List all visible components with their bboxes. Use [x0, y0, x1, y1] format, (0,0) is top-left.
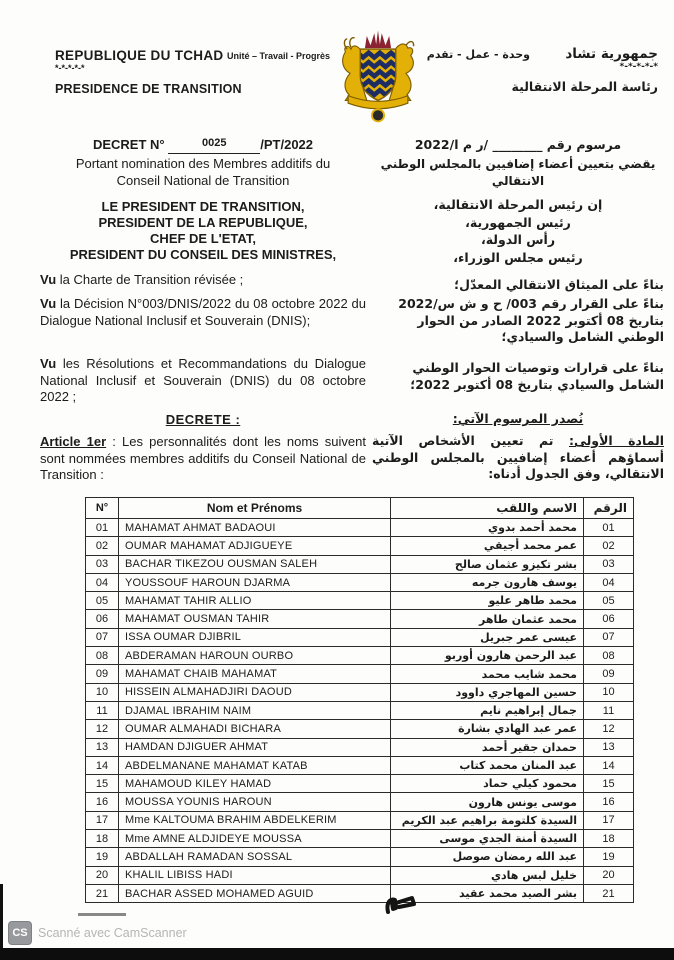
column-header-name-ar: الاسم واللقب	[391, 498, 584, 519]
cell-number-ar: 21	[584, 884, 634, 902]
article-1-fr	[40, 434, 366, 484]
cell-number-fr: 08	[86, 647, 119, 665]
presidency-title-ar: رئاسة المرحلة الانتقالية	[511, 79, 658, 94]
cell-number-ar: 06	[584, 610, 634, 628]
cell-number-ar: 19	[584, 848, 634, 866]
cell-name-ar: حمدان جقير أحمد	[391, 738, 584, 756]
table-header-row	[86, 498, 634, 519]
cell-name-ar: بشر الصيد محمد عقيد	[391, 884, 584, 902]
cell-number-ar: 20	[584, 866, 634, 884]
visa-clause-fr-1	[40, 272, 366, 289]
cell-name-ar: محمد طاهر عليو	[391, 592, 584, 610]
cell-name-ar: بشر تكيزو عثمان صالح	[391, 555, 584, 573]
table-row	[86, 555, 634, 573]
cell-name-ar: عبد الرحمن هارون أوربو	[391, 647, 584, 665]
cell-name-fr: OUMAR ALMAHADI BICHARA	[119, 720, 391, 738]
cell-number-ar: 01	[584, 519, 634, 537]
visa-lead: Vu	[40, 356, 57, 371]
table-row	[86, 573, 634, 591]
article-text-ar: تم تعيين الأشخاص الآتية أسماؤهم أعضاء إضافيين بالمجلس الوطني الانتقالي، وفق الجدول أدناه:	[372, 433, 664, 481]
cell-number-fr: 17	[86, 811, 119, 829]
column-header-name-fr: Nom et Prénoms	[119, 498, 391, 519]
president-titles-fr	[40, 199, 366, 263]
republic-title-fr: REPUBLIQUE DU TCHAD	[55, 48, 224, 63]
visa-lead: Vu	[40, 272, 57, 287]
table-row	[86, 793, 634, 811]
cell-name-fr: OUMAR MAHAMAT ADJIGUEYE	[119, 537, 391, 555]
title-line: CHEF DE L'ETAT,	[150, 231, 256, 246]
cell-number-fr: 03	[86, 555, 119, 573]
cell-name-ar: عبد الله رمضان صوصل	[391, 848, 584, 866]
visa-text: la Décision N°003/DNIS/2022 du 08 octobre 2022 du Dialogue National Inclusif et Souverain (DNIS);	[40, 296, 366, 328]
cell-number-fr: 16	[86, 793, 119, 811]
decree-number-line	[40, 135, 366, 154]
title-line-ar: رئيس مجلس الوزراء،	[453, 249, 583, 265]
table-row	[86, 665, 634, 683]
table-row	[86, 537, 634, 555]
table-row	[86, 720, 634, 738]
decree-subject-ar: يقضي بتعيين أعضاء إضافيين بالمجلس الوطني الانتقالي	[380, 157, 656, 188]
visa-lead: Vu	[40, 296, 57, 311]
visa-clause-ar-1: بناءً على الميثاق الانتقالي المعدّل؛	[454, 277, 664, 292]
cell-number-ar: 14	[584, 756, 634, 774]
decree-number-suffix: /PT/2022	[260, 137, 314, 152]
ink-signature-mark	[385, 892, 423, 923]
cell-number-ar: 03	[584, 555, 634, 573]
cell-number-fr: 07	[86, 628, 119, 646]
cell-number-ar: 17	[584, 811, 634, 829]
cell-name-ar: عمر محمد أجيقي	[391, 537, 584, 555]
cell-name-fr: MAHAMOUD KILEY HAMAD	[119, 775, 391, 793]
cell-number-fr: 09	[86, 665, 119, 683]
table-row	[86, 647, 634, 665]
decrete-heading-ar: نُصدر المرسوم الآتي:	[452, 411, 584, 426]
cell-number-ar: 15	[584, 775, 634, 793]
table-row	[86, 866, 634, 884]
cell-name-ar: عمر عبد الهادي بشارة	[391, 720, 584, 738]
cell-number-fr: 12	[86, 720, 119, 738]
cell-number-fr: 21	[86, 884, 119, 902]
cell-name-ar: السيدة كلتومة براهيم عبد الكريم	[391, 811, 584, 829]
scan-smudge	[78, 913, 126, 916]
cell-name-ar: يوسف هارون جرمه	[391, 573, 584, 591]
cell-name-ar: محمد شايب محمد	[391, 665, 584, 683]
decrete-heading-fr: DECRETE :	[165, 412, 241, 427]
cell-number-ar: 02	[584, 537, 634, 555]
title-line: PRESIDENT DU CONSEIL DES MINISTRES,	[69, 247, 337, 262]
motto-ar: وحدة - عمل - تقدم	[426, 48, 530, 61]
header-arabic	[408, 46, 658, 94]
column-header-number-ar: الرقم	[584, 498, 634, 519]
visa-clause-fr-2	[40, 296, 366, 329]
cell-name-fr: BACHAR TIKEZOU OUSMAN SALEH	[119, 555, 391, 573]
cell-number-fr: 04	[86, 573, 119, 591]
cell-number-ar: 11	[584, 701, 634, 719]
article-lead-ar: المادة الأولى:	[568, 433, 664, 448]
scan-edge-artifact	[0, 884, 3, 948]
table-row	[86, 830, 634, 848]
cell-number-ar: 10	[584, 683, 634, 701]
cell-name-fr: DJAMAL IBRAHIM NAIM	[119, 701, 391, 719]
presidency-title-fr: PRESIDENCE DE TRANSITION	[55, 82, 242, 96]
cell-number-fr: 15	[86, 775, 119, 793]
camscanner-watermark	[8, 922, 187, 944]
decree-number-handwritten: 0025	[168, 135, 260, 154]
president-titles-ar	[372, 196, 664, 266]
visa-clause-fr-3	[40, 356, 366, 406]
column-header-number-fr: N°	[86, 498, 119, 519]
cell-number-fr: 19	[86, 848, 119, 866]
camscanner-icon: CS	[8, 921, 32, 945]
cell-name-fr: YOUSSOUF HAROUN DJARMA	[119, 573, 391, 591]
cell-number-ar: 08	[584, 647, 634, 665]
separator-stars-fr: *-*-*-*-*	[55, 63, 85, 73]
cell-name-fr: KHALIL LIBISS HADI	[119, 866, 391, 884]
table-row	[86, 811, 634, 829]
members-table-body	[86, 519, 634, 903]
cell-name-fr: HAMDAN DJIGUER AHMAT	[119, 738, 391, 756]
cell-name-fr: Mme KALTOUMA BRAHIM ABDELKERIM	[119, 811, 391, 829]
header-french	[55, 48, 331, 96]
cell-name-ar: السيدة أمنة الجدي موسى	[391, 830, 584, 848]
title-line-ar: رأس الدولة،	[480, 232, 556, 247]
cell-name-fr: ISSA OUMAR DJIBRIL	[119, 628, 391, 646]
cell-number-ar: 13	[584, 738, 634, 756]
cell-number-fr: 14	[86, 756, 119, 774]
title-line: LE PRESIDENT DE TRANSITION,	[101, 199, 305, 214]
cell-name-fr: MAHAMAT TAHIR ALLIO	[119, 592, 391, 610]
republic-title-ar: جمهورية تشاد	[565, 46, 658, 62]
table-row	[86, 683, 634, 701]
cell-name-ar: موسى يونس هارون	[391, 793, 584, 811]
cell-number-fr: 05	[86, 592, 119, 610]
table-row	[86, 756, 634, 774]
cell-number-fr: 02	[86, 537, 119, 555]
table-row	[86, 610, 634, 628]
cell-number-ar: 16	[584, 793, 634, 811]
members-table	[85, 497, 634, 903]
cell-number-ar: 18	[584, 830, 634, 848]
article-lead-fr: Article 1er	[40, 434, 107, 449]
cell-number-ar: 05	[584, 592, 634, 610]
cell-number-fr: 18	[86, 830, 119, 848]
decree-number-line-ar: مرسوم رقم ________ /ر م ا/2022	[414, 137, 622, 152]
cell-name-ar: محمد عثمان طاهر	[391, 610, 584, 628]
cell-number-fr: 20	[86, 866, 119, 884]
scan-bottom-strip	[0, 948, 674, 960]
table-row	[86, 592, 634, 610]
cell-name-fr: ABDALLAH RAMADAN SOSSAL	[119, 848, 391, 866]
cell-name-ar: محمد أحمد بدوي	[391, 519, 584, 537]
cell-name-fr: MAHAMAT AHMAT BADAOUI	[119, 519, 391, 537]
decree-subject-fr	[40, 156, 366, 189]
table-row	[86, 628, 634, 646]
cell-name-fr: MOUSSA YOUNIS HAROUN	[119, 793, 391, 811]
table-row	[86, 738, 634, 756]
separator-stars-ar: *-*-*-*-*	[619, 62, 658, 72]
cell-name-ar: حسين المهاجري داوود	[391, 683, 584, 701]
title-line-ar: رئيس الجمهورية،	[465, 214, 571, 230]
cell-number-ar: 07	[584, 628, 634, 646]
cell-name-fr: MAHAMAT CHAIB MAHAMAT	[119, 665, 391, 683]
cell-number-fr: 13	[86, 738, 119, 756]
subject-line-1: Portant nomination des Membres additifs du	[75, 156, 331, 171]
cell-number-ar: 04	[584, 573, 634, 591]
cell-number-fr: 10	[86, 683, 119, 701]
cell-name-fr: MAHAMAT OUSMAN TAHIR	[119, 610, 391, 628]
table-row	[86, 701, 634, 719]
cell-number-fr: 06	[86, 610, 119, 628]
motto-fr: Unité – Travail - Progrès	[227, 51, 331, 61]
camscanner-label: Scanné avec CamScanner	[38, 926, 187, 940]
title-line: PRESIDENT DE LA REPUBLIQUE,	[98, 215, 308, 230]
cell-number-fr: 11	[86, 701, 119, 719]
subject-line-2: Conseil National de Transition	[116, 172, 290, 188]
table-row	[86, 884, 634, 902]
cell-number-ar: 09	[584, 665, 634, 683]
cell-name-ar: محمود كيلي حماد	[391, 775, 584, 793]
cell-name-fr: ABDELMANANE MAHAMAT KATAB	[119, 756, 391, 774]
cell-name-ar: عبد المنان محمد كتاب	[391, 756, 584, 774]
cell-name-fr: ABDERAMAN HAROUN OURBO	[119, 647, 391, 665]
table-row	[86, 848, 634, 866]
cell-name-fr: HISSEIN ALMAHADJIRI DAOUD	[119, 683, 391, 701]
visa-clause-ar-2: بناءً على القرار رقم 003/ ح و ش س/2022 بتاريخ 08 أكتوبر 2022 الصادر من الحوار الوطني الشامل والسيادي؛	[398, 296, 664, 344]
article-text-fr: : Les personnalités dont les noms suivent sont nommées membres additifs du Conseil National de Transition :	[40, 434, 366, 482]
cell-number-ar: 12	[584, 720, 634, 738]
table-row	[86, 775, 634, 793]
title-line-ar: إن رئيس المرحلة الانتقالية،	[433, 197, 603, 212]
cell-name-fr: Mme AMNE ALDJIDEYE MOUSSA	[119, 830, 391, 848]
cell-number-fr: 01	[86, 519, 119, 537]
cell-name-ar: عيسى عمر جبريل	[391, 628, 584, 646]
cell-name-ar: خليل لبس هادي	[391, 866, 584, 884]
table-row	[86, 519, 634, 537]
decree-number-prefix: DECRET N°	[92, 137, 165, 152]
visa-text: les Résolutions et Recommandations du Dialogue National Inclusif et Souverain (DNIS) du 08 octobre 2022 ;	[40, 356, 366, 404]
cell-name-ar: جمال إبراهيم نايم	[391, 701, 584, 719]
cell-name-fr: BACHAR ASSED MOHAMED AGUID	[119, 884, 391, 902]
visa-clause-ar-3: بناءً على قرارات وتوصيات الحوار الوطني الشامل والسيادي بتاريخ 08 أكتوبر 2022؛	[410, 360, 664, 392]
article-1-ar	[372, 433, 664, 483]
visa-text: la Charte de Transition révisée ;	[56, 272, 244, 287]
